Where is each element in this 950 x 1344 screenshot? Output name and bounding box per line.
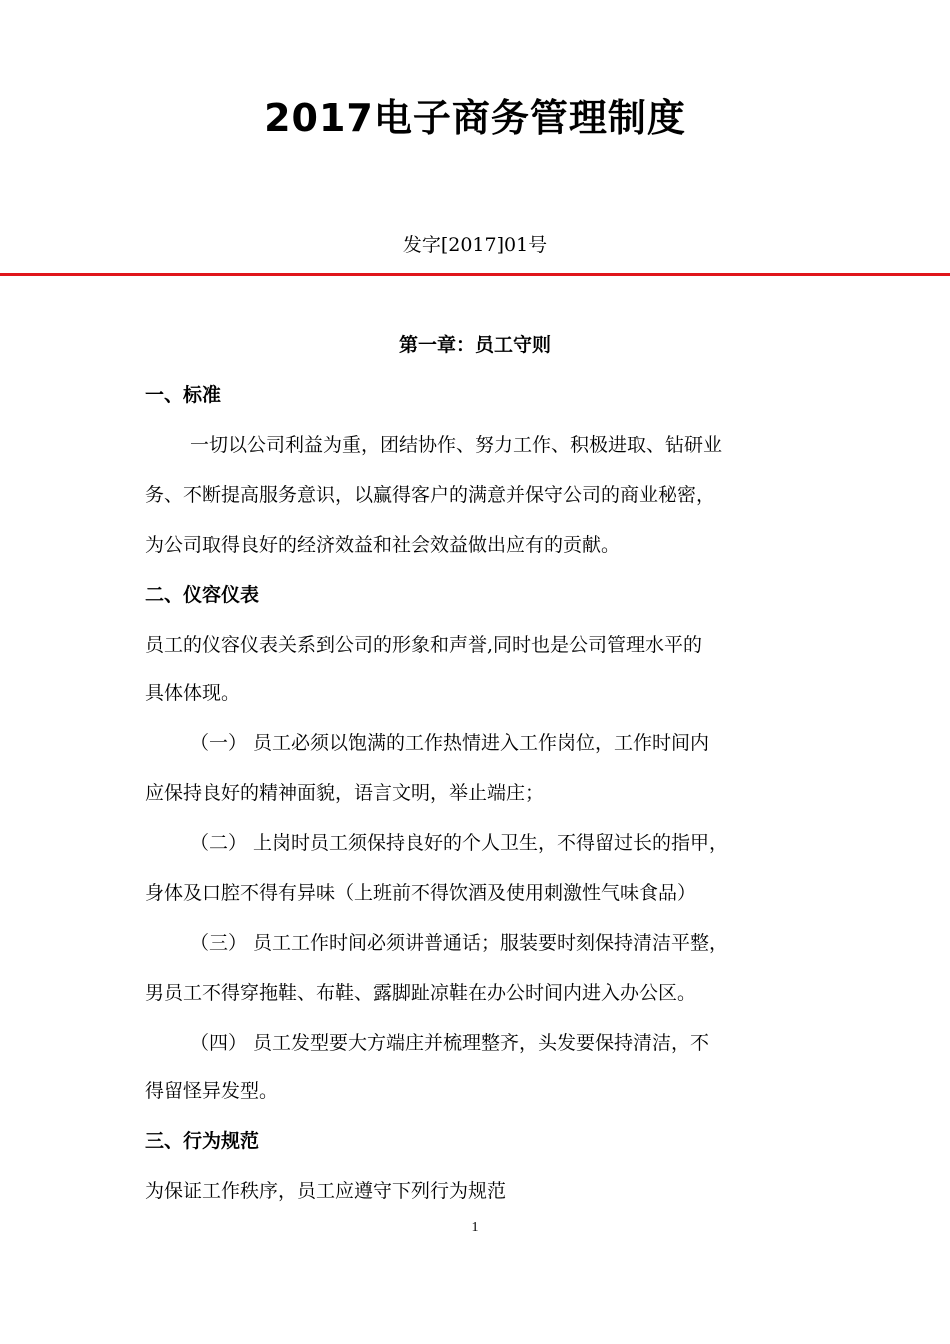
section-heading-standard: 一、标准 [145, 384, 222, 406]
appearance-item-1-line-1: （一） 员工必须以饱满的工作热情进入工作岗位，工作时间内 [190, 732, 710, 754]
document-title: 2017电子商务管理制度 [264, 96, 686, 140]
standard-line-2: 务、不断提高服务意识，以赢得客户的满意并保守公司的商业秘密， [145, 484, 716, 506]
section-heading-appearance: 二、仪容仪表 [145, 584, 260, 606]
standard-line-1: 一切以公司利益为重，团结协作、努力工作、积极进取、钻研业 [190, 434, 723, 456]
appearance-item-4-line-1: （四） 员工发型要大方端庄并梳理整齐，头发要保持清洁，不 [190, 1032, 710, 1054]
section-heading-conduct: 三、行为规范 [145, 1130, 260, 1152]
appearance-item-3-line-2: 男员工不得穿拖鞋、布鞋、露脚趾凉鞋在办公时间内进入办公区。 [145, 982, 697, 1004]
appearance-item-4-line-2: 得留怪异发型。 [145, 1080, 279, 1102]
appearance-intro-line-1: 员工的仪容仪表关系到公司的形象和声誉,同时也是公司管理水平的 [145, 634, 703, 656]
appearance-item-2-line-1: （二） 上岗时员工须保持良好的个人卫生，不得留过长的指甲， [190, 832, 729, 854]
appearance-item-1-line-2: 应保持良好的精神面貌，语言文明，举止端庄； [145, 782, 545, 804]
red-header-divider [0, 273, 950, 276]
page-number: 1 [471, 1220, 479, 1235]
appearance-item-3-line-1: （三） 员工工作时间必须讲普通话；服装要时刻保持清洁平整， [190, 932, 729, 954]
appearance-item-2-line-2: 身体及口腔不得有异味（上班前不得饮酒及使用刺激性气味食品） [145, 882, 697, 904]
chapter-title: 第一章：员工守则 [398, 334, 551, 356]
standard-line-3: 为公司取得良好的经济效益和社会效益做出应有的贡献。 [145, 534, 621, 556]
appearance-intro-line-2: 具体体现。 [145, 682, 241, 704]
document-number: 发字[2017]01号 [402, 234, 548, 256]
conduct-line-1: 为保证工作秩序，员工应遵守下列行为规范 [145, 1180, 507, 1202]
